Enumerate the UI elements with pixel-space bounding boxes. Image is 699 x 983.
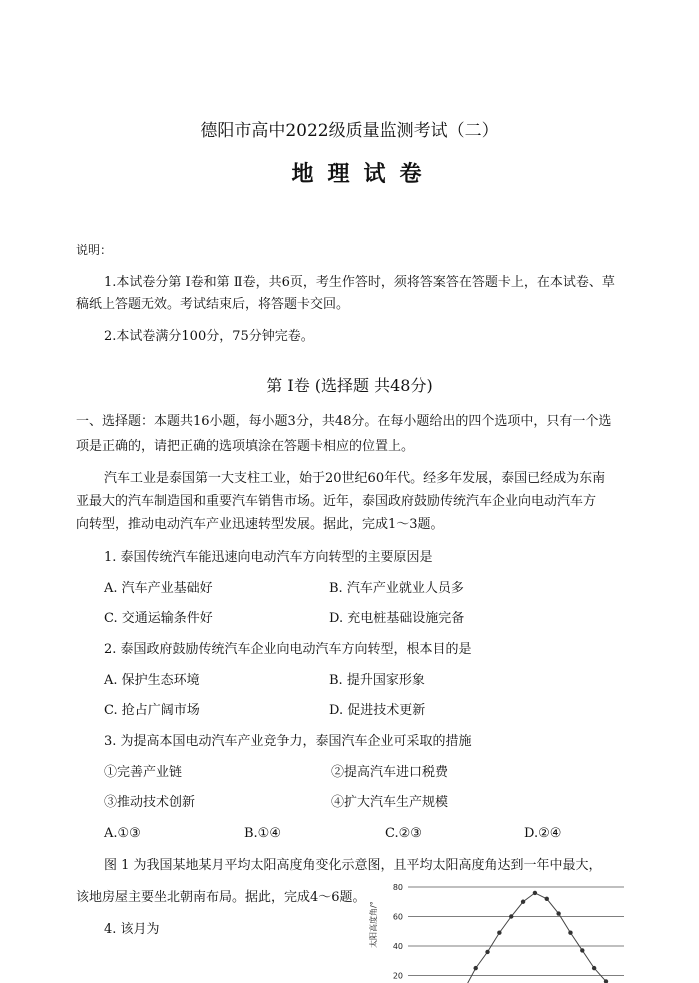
chart-data-point — [485, 950, 489, 954]
passage-1-line-2: 亚最大的汽车制造国和重要汽车销售市场。近年，泰国政府鼓励传统汽车企业向电动汽车方 — [76, 494, 597, 509]
question-3-option-c: C.②③ — [385, 826, 422, 841]
passage-1-line-3: 向转型，推动电动汽车产业迅速转型发展。据此，完成1～3题。 — [76, 517, 444, 532]
question-1-option-b: B. 汽车产业就业人员多 — [329, 581, 464, 596]
section-intro-line-1: 一、选择题：本题共16小题，每小题3分，共48分。在每小题给出的四个选项中，只有一个选 — [76, 414, 612, 429]
chart-y-tick-label: 20 — [392, 971, 403, 981]
instruction-item-1-line-1: 1.本试卷分第 Ⅰ卷和第 Ⅱ卷，共6页，考生作答时，须将答案答在答题卡上，在本试卷、草 — [104, 275, 615, 290]
passage-1-line-1: 汽车工业是泰国第一大支柱工业，始于20世纪60年代。经多年发展，泰国已经成为东南 — [104, 471, 606, 486]
question-3-option-d: D.②④ — [524, 826, 562, 841]
question-3-statement-4: ④扩大汽车生产规模 — [331, 795, 449, 810]
question-3-option-a: A.①③ — [104, 826, 141, 841]
chart-data-point — [568, 931, 572, 935]
question-3-statement-3: ③推动技术创新 — [104, 795, 196, 810]
section-title: 第 Ⅰ卷 (选择题 共48分) — [266, 376, 433, 395]
chart-grid — [408, 887, 624, 976]
solar-altitude-chart — [362, 880, 624, 983]
chart-data-point — [556, 911, 560, 915]
chart-y-tick-label: 40 — [392, 942, 403, 951]
chart-data-point — [497, 931, 501, 935]
chart-data-point — [521, 900, 525, 904]
question-1-option-d: D. 充电桩基础设施完备 — [329, 611, 465, 626]
question-4-stem: 4. 该月为 — [104, 922, 160, 937]
instructions-label: 说明： — [76, 243, 113, 257]
chart-data-point — [533, 891, 537, 895]
chart-series-points — [450, 891, 608, 983]
question-1-option-c: C. 交通运输条件好 — [104, 611, 213, 626]
question-3-option-b: B.①④ — [244, 826, 281, 841]
question-3-statement-1: ①完善产业链 — [104, 765, 183, 780]
section-intro-line-2: 项是正确的，请把正确的选项填涂在答题卡相应的位置上。 — [76, 439, 415, 454]
question-2-option-a: A. 保护生态环境 — [104, 673, 200, 688]
chart-y-ticks — [393, 883, 403, 981]
instruction-item-1-line-2: 稿纸上答题无效。考试结束后，将答题卡交回。 — [76, 297, 350, 312]
subject-title: 地理试卷 — [291, 161, 436, 187]
chart-data-point — [473, 966, 477, 970]
question-2-option-c: C. 抢占广阔市场 — [104, 703, 200, 718]
question-1-stem: 1. 泰国传统汽车能迅速向电动汽车方向转型的主要原因是 — [104, 550, 433, 565]
chart-y-tick-label: 80 — [392, 883, 403, 892]
question-3-statement-2: ②提高汽车进口税费 — [331, 765, 449, 780]
passage-2-line-2: 该地房屋主要坐北朝南布局。据此，完成4～6题。 — [76, 890, 366, 905]
passage-2-line-1: 图 1 为我国某地某月平均太阳高度角变化示意图，且平均太阳高度角达到一年中最大， — [104, 858, 602, 873]
chart-y-axis-label: 太阳高度角/° — [369, 901, 378, 948]
exam-title: 德阳市高中2022级质量监测考试（二） — [200, 121, 499, 141]
question-3-stem: 3. 为提高本国电动汽车产业竞争力，泰国汽车企业可采取的措施 — [104, 734, 472, 749]
chart-data-point — [580, 948, 584, 952]
chart-data-point — [592, 966, 596, 970]
question-2-option-b: B. 提升国家形象 — [329, 673, 425, 688]
question-2-stem: 2. 泰国政府鼓励传统汽车企业向电动汽车方向转型，根本目的是 — [104, 642, 472, 657]
chart-data-point — [509, 914, 513, 918]
chart-data-point — [545, 897, 549, 901]
chart-y-tick-label: 60 — [392, 912, 403, 922]
question-2-option-d: D. 促进技术更新 — [329, 703, 426, 718]
question-1-option-a: A. 汽车产业基础好 — [104, 581, 213, 596]
instruction-item-2: 2.本试卷满分100分，75分钟完卷。 — [104, 329, 314, 344]
